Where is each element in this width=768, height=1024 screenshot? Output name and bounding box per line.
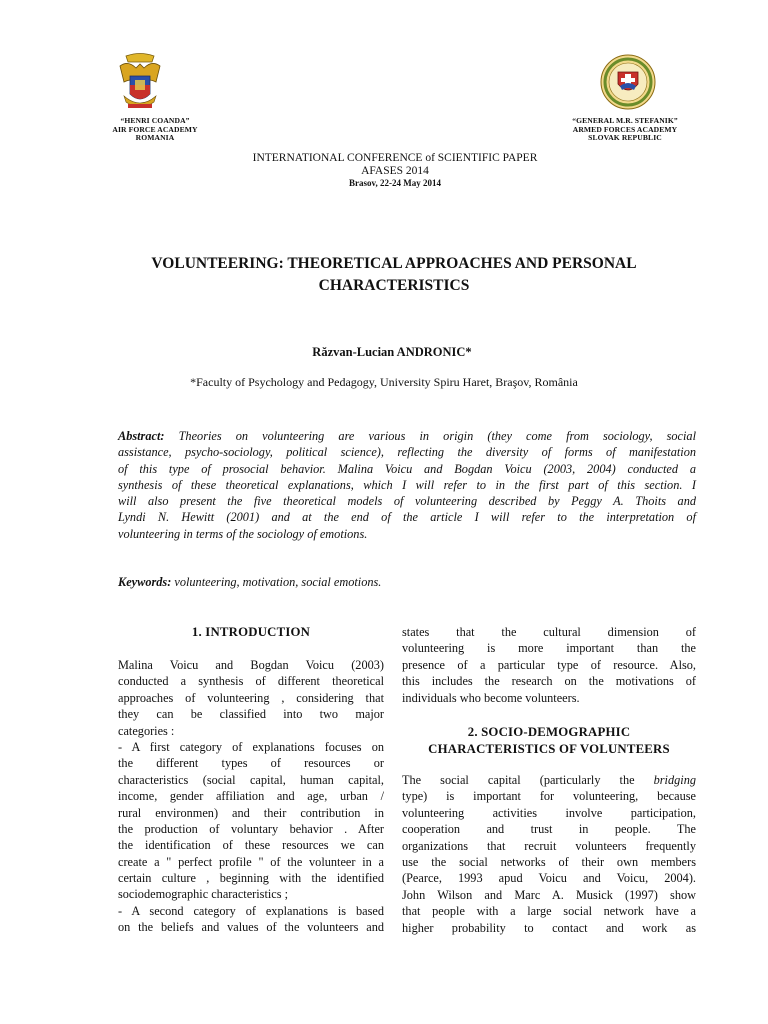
abstract-line: will also present the five theoretical models of volunteering described by Peggy A. Thoits and: [118, 494, 696, 509]
left-institution-line: AIR FORCE ACADEMY: [112, 124, 198, 134]
section-heading-line: CHARACTERISTICS OF VOLUNTEERS: [428, 742, 670, 756]
body-line: states that the cultural dimension of: [402, 625, 696, 639]
conference-date: Brasov, 22-24 May 2014: [349, 178, 441, 188]
body-line: (Pearce, 1993 apud Voicu and Voicu, 2004).: [402, 871, 696, 886]
conference-name: AFASES 2014: [361, 165, 429, 177]
abstract-label: Abstract:: [118, 429, 165, 443]
body-line: organizations that recruit volunteers frequently: [402, 838, 696, 853]
body-text: The social capital (particularly the: [402, 773, 635, 787]
left-institution-line: ROMANIA: [135, 133, 175, 143]
right-institution: [560, 117, 690, 143]
conference-header: [0, 152, 768, 189]
abstract: [118, 428, 696, 542]
left-institution-line: “HENRI COANDA”: [120, 116, 190, 125]
right-column: [402, 624, 696, 706]
abstract-text: Theories on volunteering are various in origin (they come from sociology, social: [178, 429, 697, 443]
keywords-text: volunteering, motivation, social emotions.: [174, 575, 382, 589]
conference-title: INTERNATIONAL CONFERENCE of SCIENTIFIC PAPER: [252, 152, 538, 164]
keywords-label: Keywords:: [118, 575, 172, 589]
section-heading-socio-demographic: [402, 724, 696, 758]
body-line: create a " perfect profile " of the volunteer in a: [118, 854, 384, 869]
body-text-italic: bridging: [653, 773, 696, 787]
body-line: approaches of volunteering , considering that: [118, 690, 384, 705]
right-institution-line: “GENERAL M.R. STEFANIK”: [572, 116, 678, 125]
body-line: sociodemographic characteristics ;: [118, 887, 289, 902]
section-heading-introduction: 1. INTRODUCTION: [191, 625, 311, 639]
section-heading-line: 2. SOCIO-DEMOGRAPHIC: [467, 725, 631, 739]
body-line: individuals who become volunteers.: [402, 690, 580, 705]
body-line: [402, 772, 696, 788]
abstract-line: [118, 428, 696, 444]
left-institution: [100, 117, 210, 143]
body-line: income, gender affiliation and age, urban /: [118, 789, 384, 804]
body-line: the identification of these resources we can: [118, 838, 384, 853]
body-line: rural environmen) and their contribution in: [118, 805, 384, 820]
body-line: Malina Voicu and Bogdan Voicu (2003): [118, 658, 384, 672]
author: Răzvan-Lucian ANDRONIC*: [312, 345, 472, 359]
body-line: volunteering activities involve participation,: [402, 805, 696, 820]
body-line: conducted a synthesis of different theoretical: [118, 674, 384, 689]
body-line: this includes the research on the motivations of: [402, 674, 696, 689]
keywords: [118, 575, 696, 590]
abstract-line: of this type of prosocial behavior. Malina Voicu and Bogdan Voicu (2003, 2004) conducted a: [118, 461, 696, 476]
air-force-academy-crest: [118, 52, 162, 112]
left-column: [118, 657, 384, 936]
body-line: they can be classified into two major: [118, 707, 384, 722]
body-line: type) is important for volunteering, because: [402, 789, 696, 804]
body-line: higher probability to contact and work as: [402, 920, 696, 935]
abstract-line: volunteering in terms of the sociology of emotions.: [118, 526, 368, 541]
paper-title-line: VOLUNTEERING: THEORETICAL APPROACHES AND PERSONAL: [151, 255, 637, 272]
body-line: presence of a particular type of resource. Also,: [402, 657, 696, 672]
body-line: characteristics (social capital, human capital,: [118, 772, 384, 787]
body-line: volunteering is more important than the: [402, 641, 696, 656]
body-line: - A second category of explanations is based: [118, 903, 384, 918]
body-line: John Wilson and Marc A. Musick (1997) show: [402, 887, 696, 902]
abstract-line: synthesis of these theoretical explanations, which I will refer to in the first part of this section. I: [118, 477, 696, 492]
body-line: cooperation and trust in people. The: [402, 822, 696, 837]
body-line: on the beliefs and values of the volunteers and: [118, 920, 384, 935]
body-line: categories :: [118, 723, 175, 738]
body-line: that people with a large social network have a: [402, 904, 696, 919]
right-institution-line: ARMED FORCES ACADEMY: [572, 124, 678, 134]
armed-forces-academy-seal: [600, 54, 656, 110]
body-line: - A first category of explanations focuses on: [118, 739, 384, 754]
affiliation: *Faculty of Psychology and Pedagogy, University Spiru Haret, Braşov, România: [190, 375, 578, 389]
body-line: the production of voluntary behavior . After: [118, 821, 384, 836]
abstract-line: Lyndi N. Hewitt (2001) and at the end of the article I will refer to the interpretation of: [118, 510, 696, 525]
body-line: use the social networks of their own members: [402, 854, 696, 869]
paper-title-line: CHARACTERISTICS: [318, 277, 470, 294]
body-line: certain culture , beginning with the identified: [118, 871, 384, 886]
abstract-line: assistance, psycho-sociology, political science), reflecting the diversity of forms of manifestation: [118, 445, 696, 460]
paper-title: [100, 253, 688, 297]
body-line: the different types of resources or: [118, 756, 384, 771]
right-column-section-2: [402, 772, 696, 936]
right-institution-line: SLOVAK REPUBLIC: [588, 133, 662, 143]
